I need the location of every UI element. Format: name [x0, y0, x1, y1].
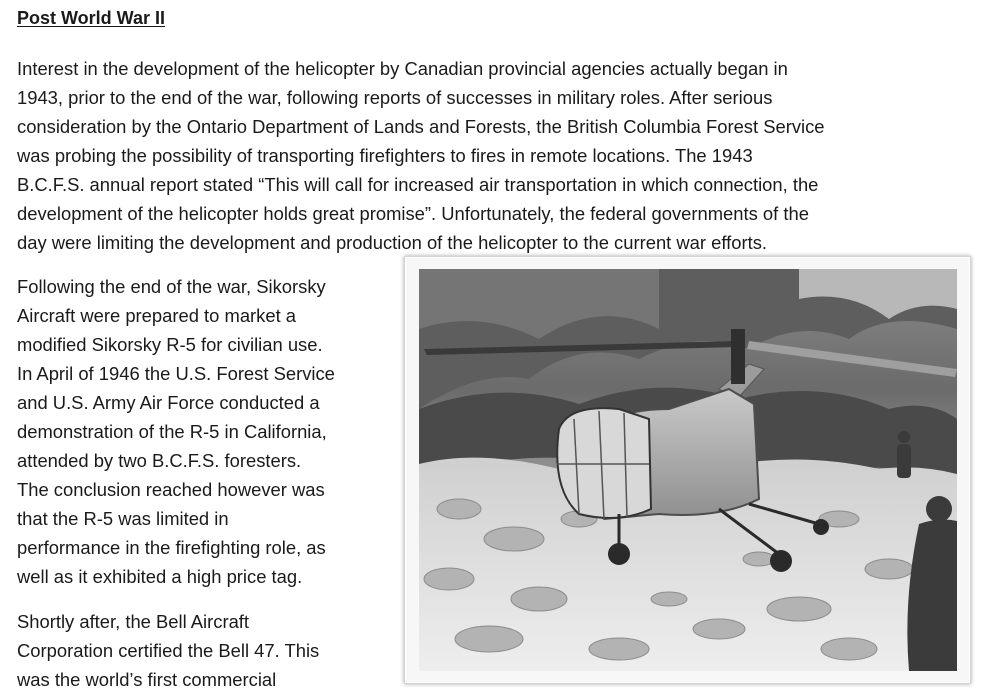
intro-line: consideration by the Ontario Department of Lands and Forests, the British Columbia Forest Service [17, 116, 825, 137]
intro-line: B.C.F.S. annual report stated “This will call for increased air transportation in which connection, the [17, 174, 819, 195]
r5-line: attended by two B.C.F.S. foresters. [17, 450, 302, 471]
bell-line: was the world’s first commercial [17, 669, 277, 690]
r5-line: The conclusion reached however was [17, 479, 325, 500]
r5-line: Following the end of the war, Sikorsky [17, 276, 326, 297]
r5-line: modified Sikorsky R-5 for civilian use. [17, 334, 323, 355]
intro-line: Interest in the development of the helicopter by Canadian provincial agencies actually began in [17, 58, 788, 79]
intro-line: development of the helicopter holds great promise”. Unfortunately, the federal governments of the [17, 203, 809, 224]
intro-line: 1943, prior to the end of the war, following reports of successes in military roles. After serious [17, 87, 773, 108]
intro-line: day were limiting the development and production of the helicopter to the current war efforts. [17, 232, 768, 253]
bell-line: Corporation certified the Bell 47. This [17, 640, 320, 661]
r5-line: In April of 1946 the U.S. Forest Service [17, 363, 335, 384]
r5-line: performance in the firefighting role, as [17, 537, 326, 558]
r5-paragraph [17, 272, 392, 591]
r5-line: and U.S. Army Air Force conducted a [17, 392, 320, 413]
intro-paragraph [17, 54, 977, 257]
helicopter-photo [419, 269, 957, 671]
photo-frame [404, 256, 971, 684]
bell-line: Shortly after, the Bell Aircraft [17, 611, 250, 632]
bell-paragraph [17, 607, 392, 694]
intro-line: was probing the possibility of transporting firefighters to fires in remote locations. The 1943 [17, 145, 753, 166]
r5-line: well as it exhibited a high price tag. [17, 566, 303, 587]
page-title: Post World War II [17, 8, 166, 28]
r5-line: Aircraft were prepared to market a [17, 305, 297, 326]
r5-line: that the R-5 was limited in [17, 508, 229, 529]
r5-line: demonstration of the R-5 in California, [17, 421, 327, 442]
